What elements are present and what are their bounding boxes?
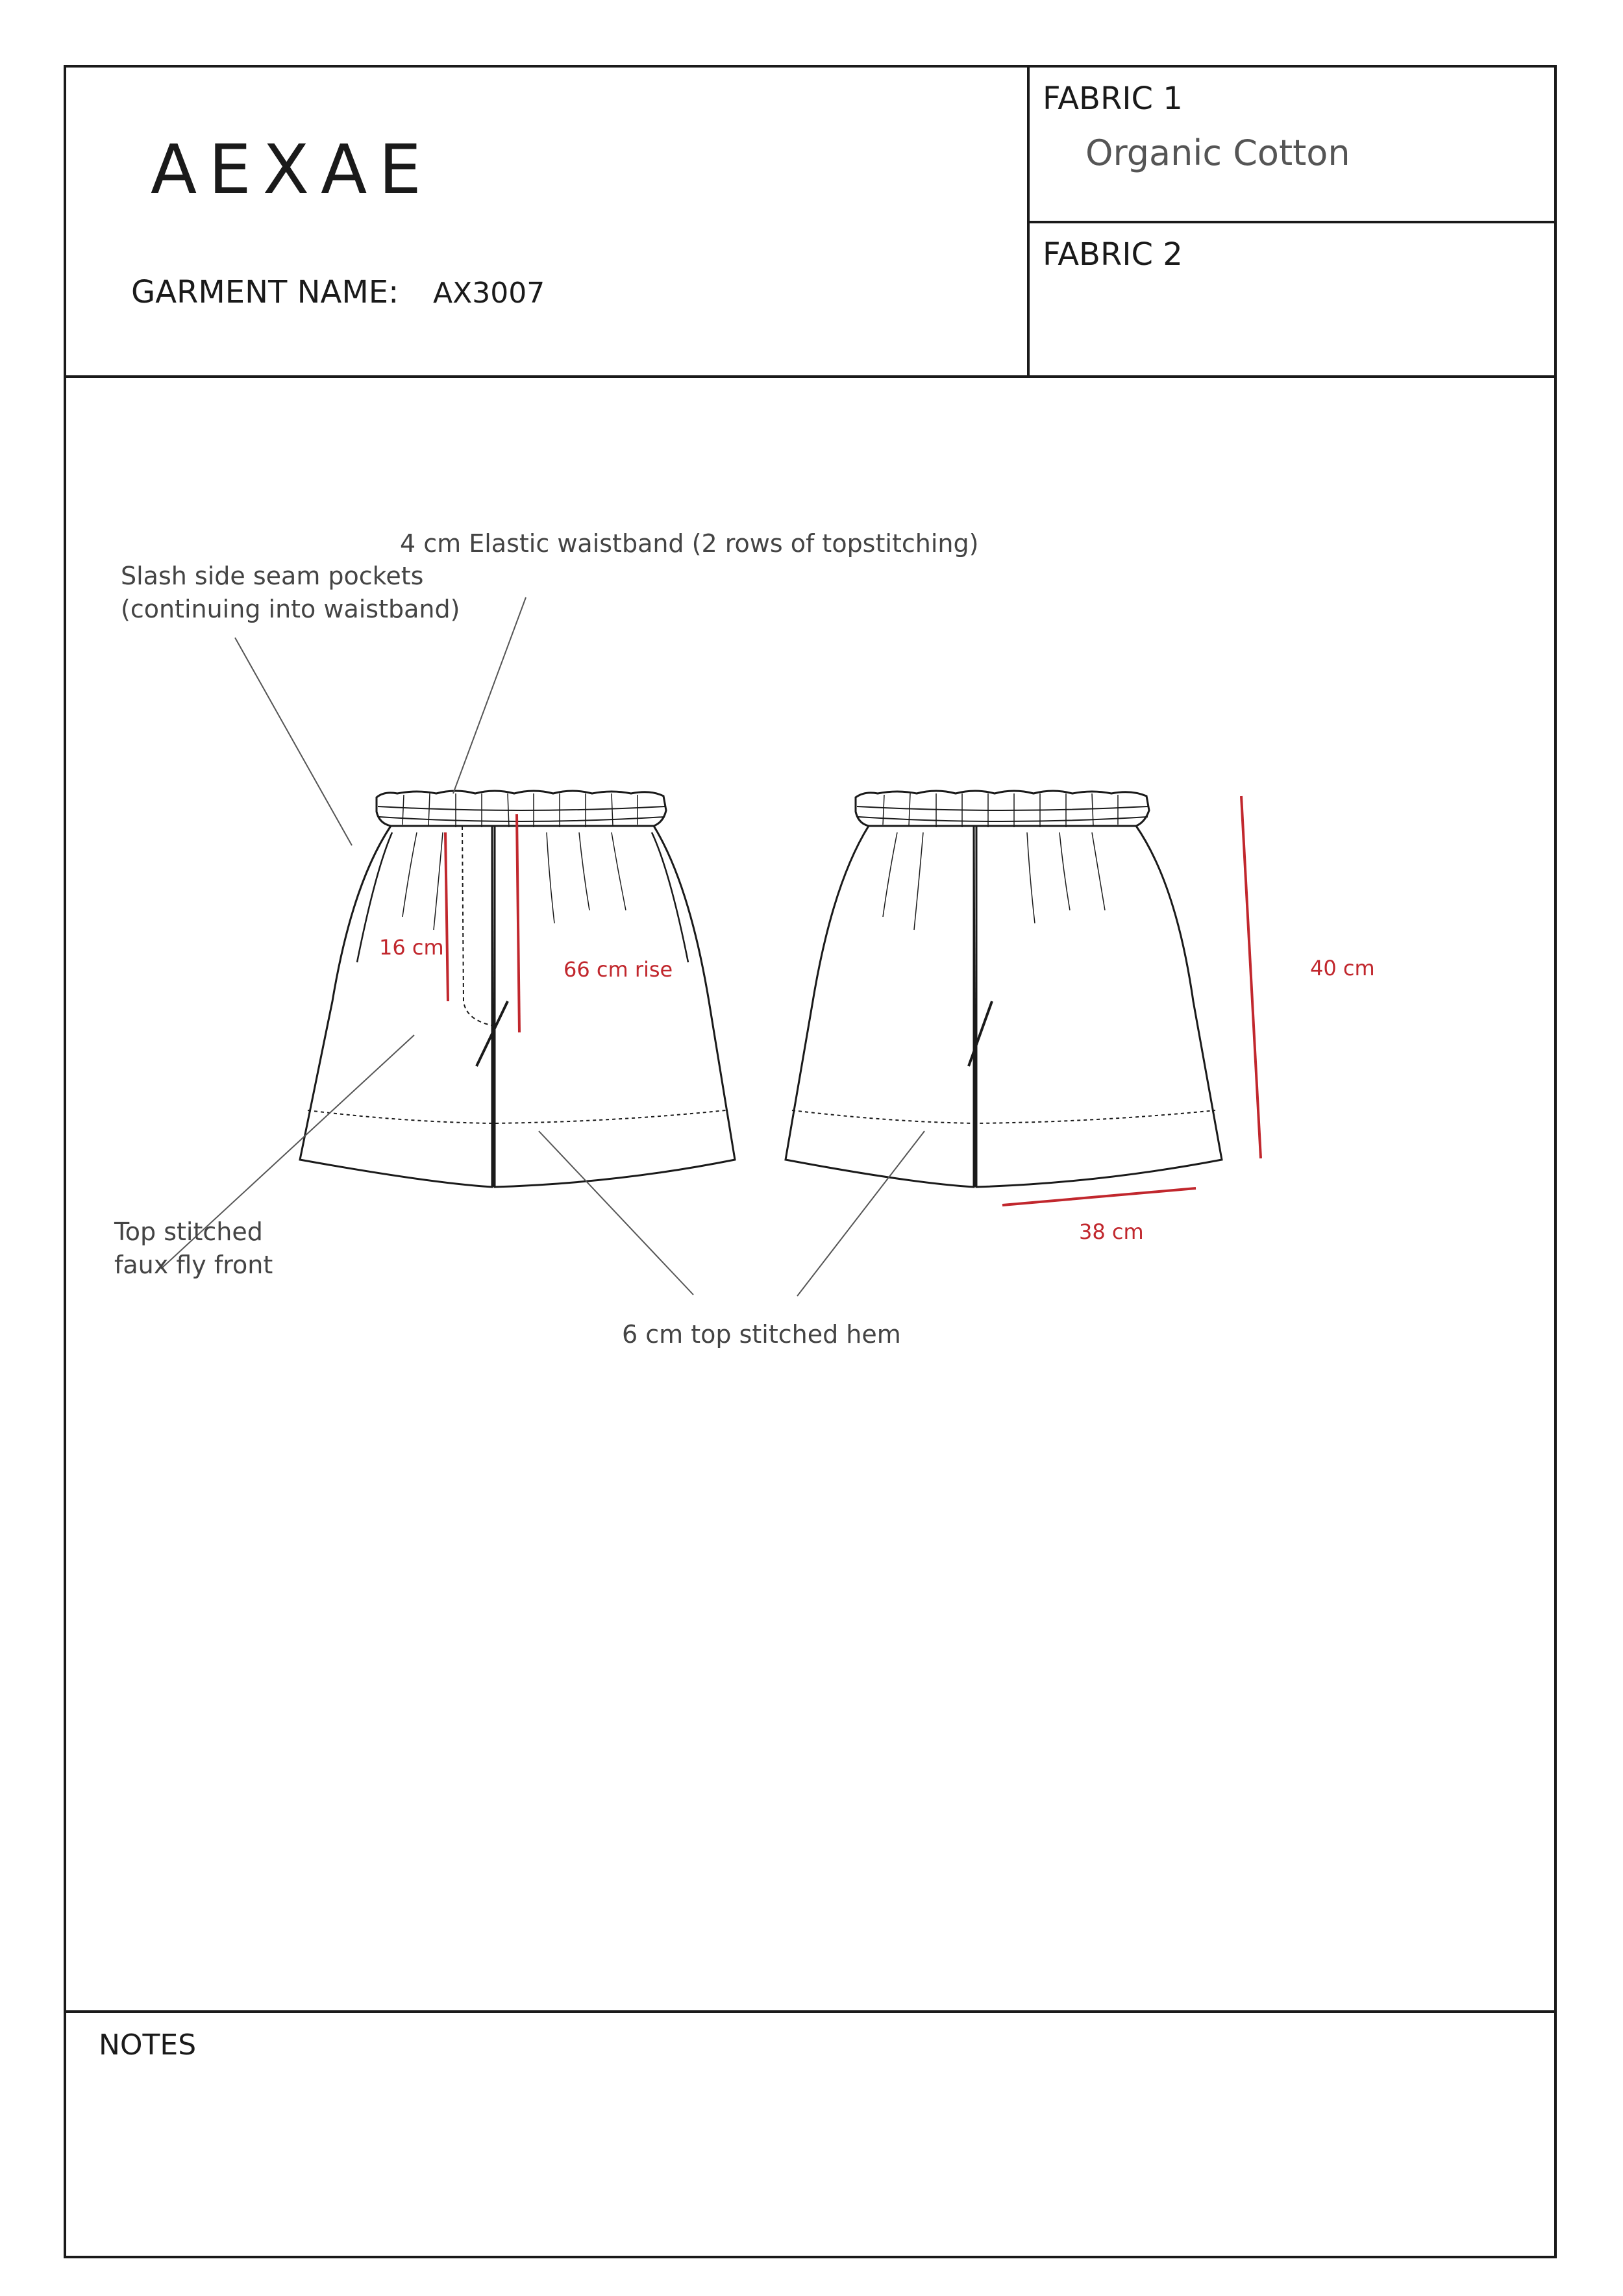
hem-leader-line-back xyxy=(797,1131,924,1296)
rise-line xyxy=(517,814,519,1032)
garment-name-value: AX3007 xyxy=(433,277,545,310)
fabric-1-cell xyxy=(1027,68,1554,223)
fabric-2-cell xyxy=(1027,223,1554,375)
pocket-leader-line xyxy=(235,638,352,845)
fly-callout: Top stitched faux fly front xyxy=(114,1217,273,1280)
header-block xyxy=(66,68,1554,378)
fabric-1-value: Organic Cotton xyxy=(1085,132,1350,173)
brand-logo: AEXAE xyxy=(151,130,433,209)
fabric-1-title: FABRIC 1 xyxy=(1043,81,1183,117)
notes-section xyxy=(66,2010,1554,2256)
hem-leader-line-front xyxy=(539,1131,693,1295)
fabric-cells xyxy=(1027,68,1554,375)
pocket-callout: Slash side seam pockets (continuing into waistband) xyxy=(121,562,460,624)
brand-cell xyxy=(66,68,1030,375)
rise-label: 66 cm rise xyxy=(564,957,673,982)
shorts-back-sketch xyxy=(786,791,1222,1187)
length-label: 40 cm xyxy=(1310,956,1375,980)
flat-sketch-area xyxy=(66,378,1554,2010)
fabric-2-title: FABRIC 2 xyxy=(1043,236,1183,273)
length-line xyxy=(1241,796,1261,1158)
callout-leader-lines xyxy=(161,597,924,1296)
tech-pack-sheet xyxy=(64,65,1557,2258)
hem-callout: 6 cm top stitched hem xyxy=(622,1320,901,1349)
waistband-callout: 4 cm Elastic waistband (2 rows of topstitching) xyxy=(400,529,979,558)
hem-width-label: 38 cm xyxy=(1079,1219,1144,1244)
pocket-depth-label: 16 cm xyxy=(379,935,444,960)
garment-name-label: GARMENT NAME: xyxy=(131,274,399,310)
pocket-depth-line xyxy=(445,832,448,1001)
notes-title: NOTES xyxy=(99,2028,197,2062)
hem-width-line xyxy=(1002,1188,1196,1205)
waistband-leader-line xyxy=(453,597,526,793)
